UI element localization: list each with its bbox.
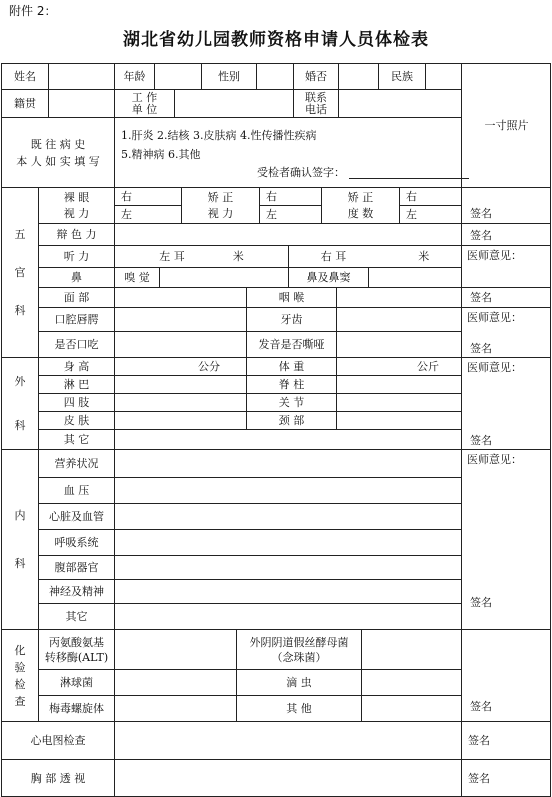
hearing-label: 听 力	[38, 245, 114, 267]
history-options-line2: 5.精神病 6.其他	[121, 148, 201, 161]
surgery-doctor-opinion[interactable]	[461, 357, 551, 449]
limbs-label: 四 肢	[38, 393, 114, 411]
naked-eye-vision-label	[38, 187, 114, 223]
internal-section-char1: 内	[14, 508, 26, 522]
naked-eye-label: 裸 眼	[63, 190, 90, 204]
degree-left-label[interactable]: 左	[399, 205, 461, 223]
lab-section-char2: 验	[14, 660, 26, 674]
heart-field[interactable]	[114, 503, 461, 529]
lab-other-label: 其 他	[236, 695, 361, 721]
gonococcus-label: 淋球菌	[38, 669, 114, 695]
internal-doctor-opinion[interactable]	[461, 449, 551, 629]
degree-label	[321, 187, 399, 223]
history-label-line2: 本 人 如 实 填 写	[16, 154, 100, 168]
attachment-label: 附件 2：	[9, 4, 57, 18]
weight-field[interactable]	[336, 357, 461, 375]
candida-label	[236, 629, 361, 669]
ent-doctor-opinion-1[interactable]: 医师意见：	[461, 245, 551, 287]
right-ear-field[interactable]	[288, 245, 461, 267]
ent-doctor-opinion-2[interactable]	[461, 307, 551, 357]
ecg-field[interactable]	[114, 721, 461, 759]
smell-field[interactable]	[159, 267, 288, 287]
subject-signature-label: 受检者确认签字：	[257, 166, 345, 179]
lab-section-char3: 检	[14, 677, 26, 691]
signature-line	[349, 166, 469, 179]
internal-section-label	[1, 449, 38, 629]
ent-section-char2: 官	[14, 265, 26, 279]
corrected-vision-word: 视 力	[207, 206, 234, 220]
contact-phone-field[interactable]	[338, 89, 461, 117]
lymph-field[interactable]	[114, 375, 246, 393]
internal-other-field[interactable]	[114, 603, 461, 629]
left-ear-field[interactable]	[114, 245, 288, 267]
surgery-section-char2: 科	[14, 418, 26, 432]
smell-label: 嗅 觉	[114, 267, 159, 287]
left-ear-label: 左 耳	[159, 250, 185, 263]
history-options-cell[interactable]	[114, 117, 461, 187]
skin-field[interactable]	[114, 411, 246, 429]
age-label: 年龄	[114, 63, 154, 89]
face-label: 面 部	[38, 287, 114, 307]
ent-signature-1[interactable]: 签名	[461, 287, 551, 307]
contact-phone-label: 联系 电话	[293, 89, 338, 117]
internal-signature: 签名	[470, 596, 492, 609]
ent-section-label	[1, 187, 38, 357]
marital-label: 婚否	[293, 63, 338, 89]
degree-corrected-label: 矫 正	[347, 190, 374, 204]
limbs-field[interactable]	[114, 393, 246, 411]
work-unit-label: 工 作 单 位	[114, 89, 174, 117]
stutter-field[interactable]	[114, 331, 246, 357]
lymph-label: 淋 巴	[38, 375, 114, 393]
face-field[interactable]	[114, 287, 246, 307]
corrected-right-label[interactable]: 右	[259, 187, 321, 205]
ethnicity-label: 民族	[378, 63, 425, 89]
surgery-doctor-opinion-label: 医师意见：	[467, 361, 522, 374]
medical-exam-form	[1, 63, 551, 797]
ecg-label: 心电图检查	[1, 721, 114, 759]
native-place-label: 籍贯	[1, 89, 48, 117]
degree-word: 度 数	[347, 206, 374, 220]
chest-xray-label: 胸 部 透 视	[1, 759, 114, 797]
corrected-label: 矫 正	[207, 190, 234, 204]
nerves-label: 神经及精神	[38, 579, 114, 603]
respiratory-label: 呼吸系统	[38, 529, 114, 555]
abdomen-field[interactable]	[114, 555, 461, 579]
left-ear-unit: 米	[232, 250, 244, 263]
respiratory-field[interactable]	[114, 529, 461, 555]
gums-label: 牙齿	[246, 307, 336, 331]
surgery-section-label	[1, 357, 38, 449]
vision-signature[interactable]: 签名	[461, 187, 551, 223]
ent-signature-2: 签名	[470, 342, 492, 355]
candida-label-line1: 外阴阴道假丝酵母菌	[249, 635, 349, 649]
right-ear-label: 右 耳	[320, 250, 347, 263]
alt-label-line1: 丙氨酸氨基	[49, 635, 104, 649]
gender-field[interactable]	[256, 63, 293, 89]
abdomen-label: 腹部器官	[38, 555, 114, 579]
corrected-left-label[interactable]: 左	[259, 205, 321, 223]
gums-field[interactable]	[336, 307, 461, 331]
color-vision-signature[interactable]: 签名	[461, 223, 551, 245]
candida-label-line2: （念珠菌）	[271, 650, 327, 664]
blood-pressure-field[interactable]	[114, 477, 461, 503]
joints-field[interactable]	[336, 393, 461, 411]
blood-pressure-label: 血 压	[38, 477, 114, 503]
ecg-signature[interactable]: 签名	[461, 721, 551, 759]
hoarse-field[interactable]	[336, 331, 461, 357]
pharynx-field[interactable]	[336, 287, 461, 307]
marital-field[interactable]	[338, 63, 378, 89]
pharynx-label: 咽 喉	[246, 287, 336, 307]
vision-label: 视 力	[63, 206, 90, 220]
chest-signature[interactable]: 签名	[461, 759, 551, 797]
nutrition-label: 营养状况	[38, 449, 114, 477]
native-place-field[interactable]	[48, 89, 114, 117]
ent-doctor-opinion-2-label: 医师意见：	[467, 311, 522, 324]
medical-history-label	[1, 117, 114, 187]
internal-doctor-opinion-label: 医师意见：	[467, 453, 522, 466]
form-title: 湖北省幼儿园教师资格申请人员体检表	[123, 30, 429, 50]
stutter-label: 是否口吃	[38, 331, 114, 357]
ethnicity-field[interactable]	[425, 63, 461, 89]
neck-label: 颈 部	[246, 411, 336, 429]
spine-label: 脊 柱	[246, 375, 336, 393]
corrected-vision-label	[181, 187, 259, 223]
photo-box: 一寸照片	[461, 63, 551, 187]
lab-section-char4: 查	[14, 694, 26, 708]
subject-signature[interactable]	[257, 166, 469, 179]
color-vision-label: 辩 色 力	[38, 223, 114, 245]
hoarse-label: 发音是否嘶哑	[246, 331, 336, 357]
gonococcus-field[interactable]	[114, 669, 236, 695]
skin-label: 皮 肤	[38, 411, 114, 429]
internal-section-char2: 科	[14, 556, 26, 570]
surgery-other-label: 其 它	[38, 429, 114, 449]
name-label: 姓名	[1, 63, 48, 89]
treponema-field[interactable]	[114, 695, 236, 721]
name-field[interactable]	[48, 63, 114, 89]
height-unit: 公分	[198, 360, 220, 373]
ent-section-char3: 科	[14, 303, 26, 317]
alt-field[interactable]	[114, 629, 236, 669]
history-label-line1: 既 往 病 史	[30, 137, 86, 151]
nutrition-field[interactable]	[114, 449, 461, 477]
naked-right-label[interactable]: 右	[114, 187, 181, 205]
alt-label-line2: 转移酶(ALT)	[44, 650, 109, 664]
spine-field[interactable]	[336, 375, 461, 393]
height-field[interactable]	[114, 357, 246, 375]
nasal-sinus-label: 鼻及鼻窦	[288, 267, 368, 287]
work-unit-field[interactable]	[174, 89, 293, 117]
trichomonas-label: 滴 虫	[236, 669, 361, 695]
color-vision-field[interactable]	[114, 223, 461, 245]
ent-section-char1: 五	[14, 227, 26, 241]
height-label: 身 高	[38, 357, 114, 375]
nerves-field[interactable]	[114, 579, 461, 603]
alt-label	[38, 629, 114, 669]
joints-label: 关 节	[246, 393, 336, 411]
lab-section-label	[1, 629, 38, 721]
age-field[interactable]	[154, 63, 201, 89]
nose-label: 鼻	[38, 267, 114, 287]
heart-label: 心脏及血管	[38, 503, 114, 529]
history-options-line1: 1.肝炎 2.结核 3.皮肤病 4.性传播性疾病	[121, 129, 317, 142]
lab-signature[interactable]: 签名	[461, 629, 551, 721]
internal-other-label: 其它	[38, 603, 114, 629]
gender-label: 性别	[201, 63, 256, 89]
weight-label: 体 重	[246, 357, 336, 375]
degree-right-label[interactable]: 右	[399, 187, 461, 205]
mouth-field[interactable]	[114, 307, 246, 331]
chest-xray-field[interactable]	[114, 759, 461, 797]
surgery-section-char1: 外	[14, 374, 26, 388]
mouth-label: 口腔唇腭	[38, 307, 114, 331]
weight-unit: 公斤	[417, 360, 439, 373]
candida-field[interactable]	[361, 629, 461, 669]
lab-section-char1: 化	[14, 643, 26, 657]
neck-field[interactable]	[336, 411, 461, 429]
surgery-other-field[interactable]	[114, 429, 461, 449]
lab-other-field[interactable]	[361, 695, 461, 721]
nasal-sinus-field[interactable]	[368, 267, 461, 287]
surgery-signature: 签名	[470, 434, 492, 447]
naked-left-label[interactable]: 左	[114, 205, 181, 223]
right-ear-unit: 米	[418, 250, 430, 263]
trichomonas-field[interactable]	[361, 669, 461, 695]
treponema-label: 梅毒螺旋体	[38, 695, 114, 721]
